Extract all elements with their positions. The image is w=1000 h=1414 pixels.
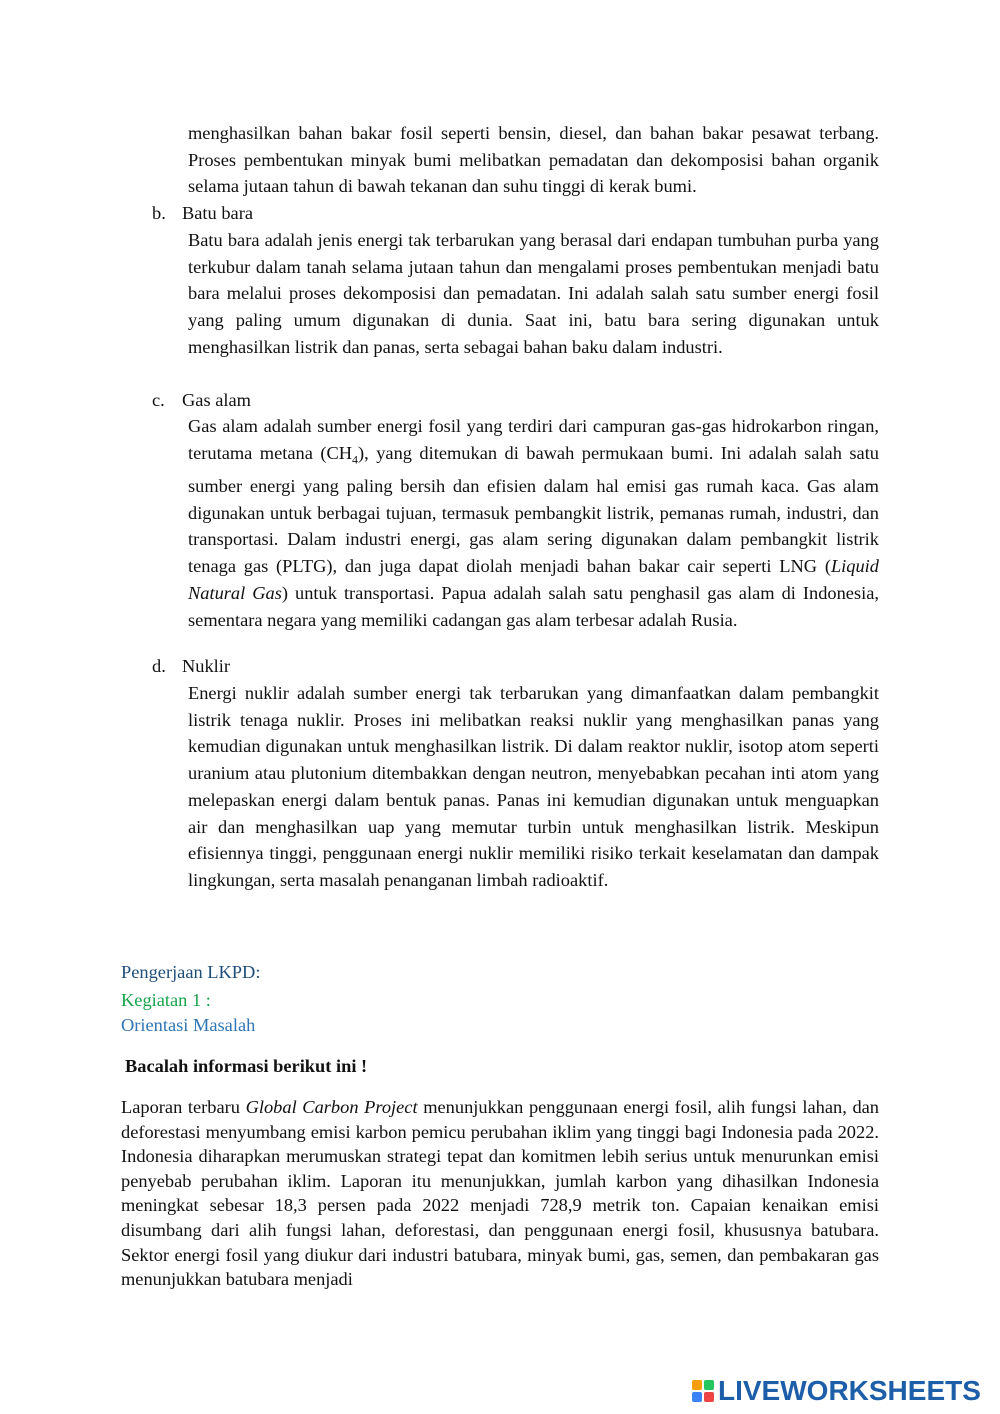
item-d-title: Nuklir <box>182 656 231 676</box>
item-c-letter: c. <box>152 390 165 410</box>
item-d-text: Energi nuklir adalah sumber energi tak terbarukan yang dimanfaatkan dalam pembangkit listrik tenaga nuklir. Proses ini melibatkan reaksi nuklir yang menghasilkan panas yang kemudian digunakan untuk menghasilkan listrik. Di dalam reaktor nuklir, isotop atom seperti uranium atau plutonium ditembakkan dengan neutron, menyebabkan pecahan inti atom yang melepaskan energi dalam bentuk panas. Panas ini kemudian digunakan untuk menguapkan air dan menghasilkan uap yang memutar turbin untuk menghasilkan listrik. Meskipun efisiennya tinggi, penggunaan energi nuklir memiliki risiko terkait keselamatan dan dampak lingkungan, serta masalah penanganan limbah radioaktif. <box>188 683 879 890</box>
report-part2: menunjukkan penggunaan energi fosil, alih fungsi lahan, dan deforestasi menyumbang emisi karbon pemicu perubahan iklim yang tinggi bagi Indonesia pada 2022. Indonesia diharapkan merumuskan strategi tepat dan komitmen lebih serius untuk menurunkan emisi penyebab perubahan iklim. Laporan itu menunjukkan, jumlah karbon yang dihasilkan Indonesia meningkat sebesar 18,3 persen pada 2022 menjadi 728,9 metrik ton. Capaian kenaikan emisi disumbang dari alih fungsi lahan, deforestasi, dan penggunaan energi fosil, khususnya batubara. Sektor energi fosil yang diukur dari industri batubara, minyak bumi, gas, semen, dan pembakaran gas menunjukkan batubara menjadi <box>121 1097 879 1290</box>
logo-tile-icon <box>704 1392 714 1402</box>
item-d-letter: d. <box>152 656 166 676</box>
liveworksheets-logo <box>692 1374 981 1408</box>
item-c-text-part2: ), yang ditemukan di bawah permukaan bumi. Ini adalah salah satu sumber energi yang paling bersih dan efisien dalam hal emisi gas rumah kaca. Gas alam digunakan untuk berbagai tujuan, termasuk pembangkit listrik, pemanas rumah, industri, dan transportasi. Dalam industri energi, gas alam sering digunakan dalam pembangkit listrik tenaga gas (PLTG), dan juga dapat diolah menjadi bahan bakar cair seperti LNG ( <box>188 442 879 577</box>
activity-heading: Kegiatan 1 : <box>121 990 211 1010</box>
logo-text: LIVEWORKSHEETS <box>718 1375 981 1406</box>
report-part1: Laporan terbaru <box>121 1097 246 1117</box>
item-c-text-part1: Gas alam adalah sumber energi fosil yang terdiri dari campuran gas-gas hidrokarbon ringan, terutama metana (CH <box>188 416 879 463</box>
lkpd-title: Pengerjaan LKPD: <box>121 962 261 982</box>
minyak-bumi-continuation: menghasilkan bahan bakar fosil seperti bensin, diesel, dan bahan bakar pesawat terbang. Proses pembentukan minyak bumi melibatkan pemadatan dan dekomposisi bahan organik selama jutaan tahun di bawah tekanan dan suhu tinggi di kerak bumi. <box>188 123 879 197</box>
logo-tile-icon <box>692 1380 702 1390</box>
item-c-title: Gas alam <box>182 390 251 410</box>
item-c-text <box>188 413 879 633</box>
report-paragraph <box>121 1095 879 1292</box>
item-b-letter: b. <box>152 203 166 223</box>
methane-subscript: 4 <box>352 452 359 467</box>
item-b-title: Batu bara <box>182 203 253 223</box>
instruction-text: Bacalah informasi berikut ini ! <box>125 1056 368 1076</box>
report-italic: Global Carbon Project <box>245 1097 418 1117</box>
lng-italic: Liquid Natural Gas <box>188 556 879 603</box>
item-b-text: Batu bara adalah jenis energi tak terbarukan yang berasal dari endapan tumbuhan purba yang terkubur dalam tanah selama jutaan tahun dan mengalami proses pembentukan menjadi batu bara melalui proses dekomposisi dan pemadatan. Ini adalah salah satu sumber energi fosil yang paling umum digunakan di dunia. Saat ini, batu bara sering digunakan untuk menghasilkan listrik dan panas, serta sebagai bahan baku dalam industri. <box>188 230 879 357</box>
item-c-label <box>152 387 251 414</box>
item-d-label <box>152 653 230 680</box>
logo-tile-icon <box>704 1380 714 1390</box>
stage-heading: Orientasi Masalah <box>121 1015 256 1035</box>
logo-tile-icon <box>692 1392 702 1402</box>
item-b-label <box>152 200 253 227</box>
logo-mark-icon <box>692 1380 714 1402</box>
item-c-text-part3: ) untuk transportasi. Papua adalah salah satu penghasil gas alam di Indonesia, sementara negara yang memiliki cadangan gas alam terbesar adalah Rusia. <box>188 582 879 630</box>
